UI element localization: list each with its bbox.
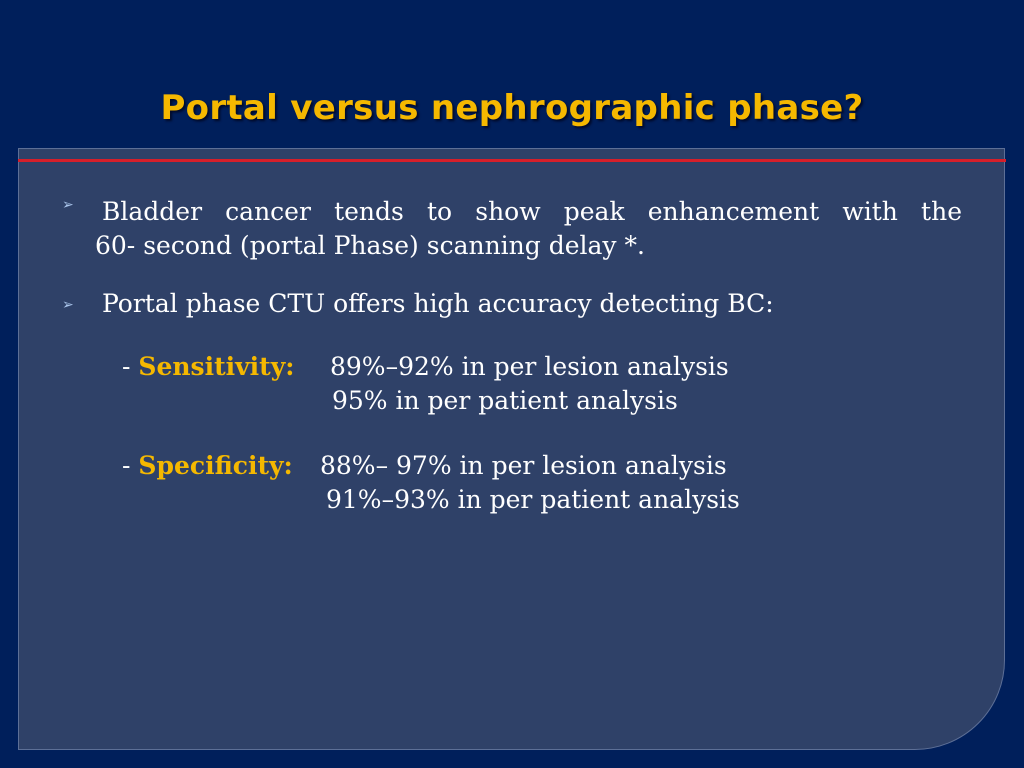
bullet-arrow-icon: ➢ xyxy=(62,197,74,213)
sensitivity-lesion-value: 89%–92% in per lesion analysis xyxy=(330,352,729,381)
bullet-1-line-2: 60- second (portal Phase) scanning delay *. xyxy=(95,231,645,260)
bullet-arrow-icon: ➢ xyxy=(62,297,74,313)
sensitivity-dash: - xyxy=(122,352,131,381)
slide-title: Portal versus nephrographic phase? xyxy=(160,88,864,128)
specificity-label: Specificity: xyxy=(138,451,293,480)
sensitivity-patient-value: 95% in per patient analysis xyxy=(332,386,678,415)
specificity-lesion-value: 88%– 97% in per lesion analysis xyxy=(320,451,727,480)
bullet-2-text: Portal phase CTU offers high accuracy detecting BC: xyxy=(102,289,774,318)
bullet-1-line-1: Bladder cancer tends to show peak enhancement with the xyxy=(102,197,962,226)
specificity-dash: - xyxy=(122,451,131,480)
title-divider xyxy=(18,159,1006,162)
sensitivity-label: Sensitivity: xyxy=(138,352,295,381)
specificity-line xyxy=(122,449,293,483)
sensitivity-line xyxy=(122,350,295,384)
bullet-item-1 xyxy=(62,195,967,263)
specificity-patient-value: 91%–93% in per patient analysis xyxy=(326,485,740,514)
